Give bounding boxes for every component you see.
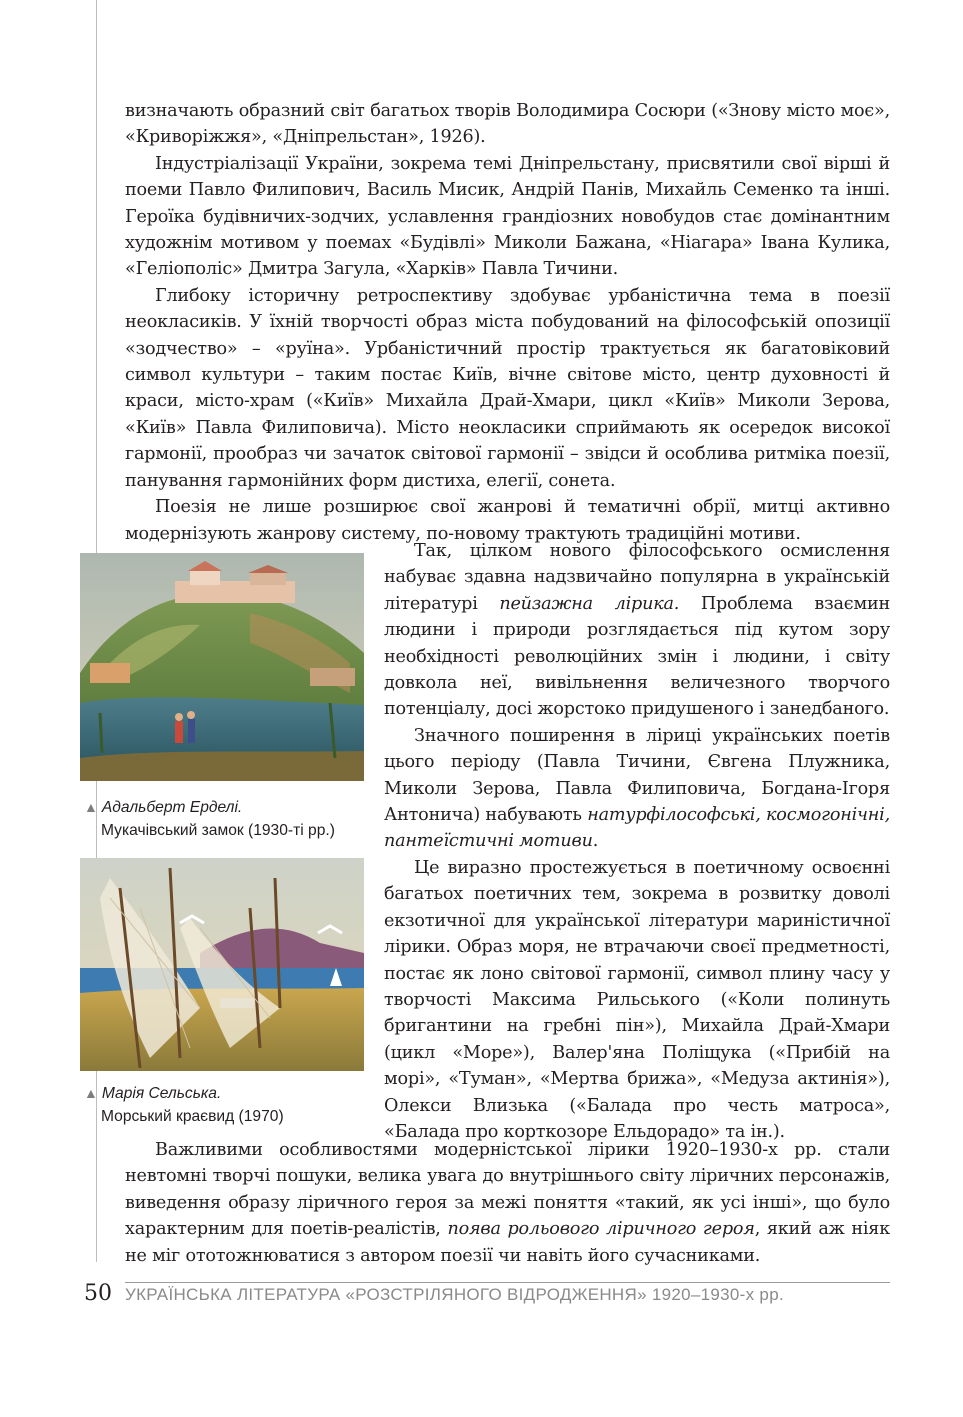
body-text-bottom <box>125 1137 890 1269</box>
paragraph: Поезія не лише розширює свої жанрові й тематичні обрії, митці активно модернізують жанрову систему, по-новому трактують традиційні мотиви. <box>125 497 890 544</box>
paragraph: визначають образний світ багатьох творів Володимира Сосюри («Знову місто моє», «Криворіжжя», «Дніпрельстан», 1926). <box>125 101 890 148</box>
body-text-right-column <box>384 538 890 1145</box>
text-run: , який аж ніяк не міг ототожнюватися з автором поезії чи навіть його сучасниками. <box>125 1219 890 1266</box>
figure-caption <box>84 796 374 842</box>
emphasis: пейзажна лірика. <box>499 593 680 614</box>
footer-rule <box>125 1282 890 1283</box>
page-number: 50 <box>84 1281 112 1306</box>
text-run: Проблема взаємин людини і природи розглядається під кутом зору необхідності революційних змін і людини, і світу довкола неї, вивільнення величезного творчого потенціалу, досі жорстоко придушеного і занедбаного. <box>384 593 890 720</box>
caption-author: Адальберт Ерделі. <box>101 799 243 816</box>
text-run: Так, цілком нового філософського осмислення набуває здавна надзвичайно популярна в українській літературі <box>384 541 890 614</box>
painting-sea-landscape <box>80 858 364 1071</box>
caption-title: Морський краєвид (1970) <box>101 1107 284 1125</box>
caption-author: Марія Сельська. <box>101 1085 222 1102</box>
paragraph: Індустріалізації України, зокрема темі Дніпрельстану, присвятили свої вірші й поеми Павло Филипович, Василь Мисик, Андрій Панів, Михайль Семенко та інші. Героїка будівничих-зодчих, уславлення грандіозних новобудов стає домінантним художнім мотивом у поемах «Будівлі» Миколи Бажана, «Ніагара» Івана Кулика, «Геліополіс» Дмитра Загула, «Харків» Павла Тичини. <box>125 153 890 280</box>
body-text-top <box>125 98 890 547</box>
triangle-up-icon: ▲ <box>84 799 98 815</box>
text-run: Важливими особливостями модерністської лірики 1920–1930-х рр. стали невтомні творчі пошуки, велика увага до внутрішнього світу ліричних персонажів, виведення образу ліричного героя за межі поняття «такий, як усі інші», що було характерним для поетів-реалістів, <box>125 1140 890 1240</box>
triangle-up-icon: ▲ <box>84 1085 98 1101</box>
caption-title: Мукачівський замок (1930-ті рр.) <box>101 821 335 839</box>
running-head: УКРАЇНСЬКА ЛІТЕРАТУРА «РОЗСТРІЛЯНОГО ВІДРОДЖЕННЯ» 1920–1930-х рр. <box>125 1285 784 1304</box>
paragraph: Це виразно простежується в поетичному освоєнні багатьох поетичних тем, зокрема в розвитку доволі екзотичної для української літератури мариністичної лірики. Образ моря, не втрачаючи своєї предметності, постає як лоно світової гармонії, символ плину часу у творчості Максима Рильського («Коли полинуть бригантини на гребні пін»), Михайла Драй-Хмари (цикл «Море»), Валер'яна Поліщука («Прибій на морі», «Туман», «Мертва брижа», «Медуза актинія»), Олекси Влизька («Балада про честь матроса», «Балада про корткозоре Ельдорадо» та ін.). <box>384 857 890 1142</box>
text-run: . <box>592 831 599 852</box>
emphasis: натурфілософські, космогонічні, пантеїстичні мотиви <box>384 805 890 852</box>
paragraph <box>384 538 890 723</box>
text-run: Значного поширення в ліриці українських поетів цього періоду (Павла Тичини, Євгена Плужника, Миколи Зерова, Павла Филиповича, Богдана-Ігоря Антонича) набувають <box>384 725 890 826</box>
paragraph <box>125 1137 890 1269</box>
paragraph: Глибоку історичну ретроспективу здобуває урбаністична тема в поезії неокласиків. У їхній творчості образ міста побудований на філософській опозиції «зодчество» – «руїна». Урбаністичний простір трактується як багатовіковий символ культури – таким постає Київ, вічне світове місто, центр духовності й краси, місто-храм («Київ» Михайла Драй-Хмари, цикл «Київ» Миколи Зерова, «Київ» Павла Филиповича). Місто неокласики сприймають як осередок високої гармонії, прообраз чи зачаток світової гармонії – звідси й особлива ритміка поезії, панування гармонійних форм дистиха, елегії, сонета. <box>125 285 890 491</box>
painting-mukachevo-castle <box>80 553 364 781</box>
emphasis: поява рольового ліричного героя <box>447 1219 755 1240</box>
paragraph <box>384 723 890 855</box>
figure-caption <box>84 1082 374 1128</box>
